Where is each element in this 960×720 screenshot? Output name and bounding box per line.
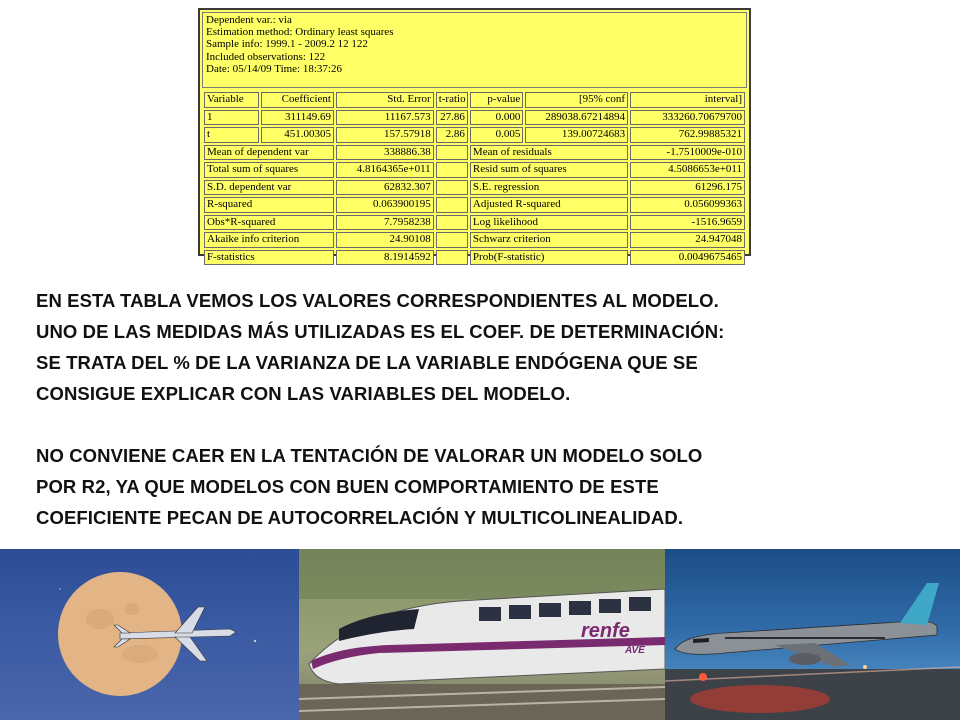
summary-row — [204, 180, 745, 196]
info-line: Estimation method: Ordinary least squares — [206, 26, 394, 39]
stat-value: 24.90108 — [336, 232, 434, 248]
stat-label: Schwarz criterion — [470, 232, 628, 248]
regression-table — [202, 90, 747, 267]
table-cell: 451.00305 — [261, 127, 334, 143]
info-line: Date: 05/14/09 Time: 18:37:26 — [206, 62, 342, 75]
summary-row — [204, 250, 745, 266]
stat-value: 0.056099363 — [630, 197, 745, 213]
empty-cell — [436, 250, 468, 266]
table-cell: 27.86 — [436, 110, 468, 126]
explanation-text — [36, 285, 936, 533]
table-row — [204, 110, 745, 126]
moon-airplane-photo — [0, 549, 299, 720]
stat-value: -1.7510009e-010 — [630, 145, 745, 161]
stat-label: Total sum of squares — [204, 162, 334, 178]
summary-row — [204, 215, 745, 231]
stat-value: 338886.38 — [336, 145, 434, 161]
info-line: Sample info: 1999.1 - 2009.2 12 122 — [206, 38, 368, 51]
stat-label: S.E. regression — [470, 180, 628, 196]
table-header-row — [204, 92, 745, 108]
column-header: Std. Error — [336, 92, 434, 108]
paragraph-gap — [36, 409, 936, 440]
table-cell: 139.00724683 — [525, 127, 628, 143]
airliner-at-dusk-photo — [665, 549, 960, 720]
column-header: interval] — [630, 92, 745, 108]
stat-label: Log likelihood — [470, 215, 628, 231]
text-line: NO CONVIENE CAER EN LA TENTACIÓN DE VALORAR UN MODELO SOLO — [36, 445, 703, 466]
empty-cell — [436, 215, 468, 231]
table-cell: 289038.67214894 — [525, 110, 628, 126]
empty-cell — [436, 162, 468, 178]
text-line: UNO DE LAS MEDIDAS MÁS UTILIZADAS ES EL COEF. DE DETERMINACIÓN: — [36, 321, 725, 342]
empty-cell — [436, 145, 468, 161]
column-header: [95% conf — [525, 92, 628, 108]
stat-value: 62832.307 — [336, 180, 434, 196]
stat-value: 61296.175 — [630, 180, 745, 196]
stat-label: F-statistics — [204, 250, 334, 266]
table-cell: t — [204, 127, 259, 143]
stat-label: Adjusted R-squared — [470, 197, 628, 213]
text-line: POR R2, YA QUE MODELOS CON BUEN COMPORTAMIENTO DE ESTE — [36, 476, 659, 497]
paragraph-r2-warning — [36, 440, 936, 533]
stat-label: Mean of dependent var — [204, 145, 334, 161]
text-line: EN ESTA TABLA VEMOS LOS VALORES CORRESPONDIENTES AL MODELO. — [36, 290, 719, 311]
airliner-silhouette — [675, 583, 939, 667]
stat-value: 8.1914592 — [336, 250, 434, 266]
table-row — [204, 127, 745, 143]
stat-label: Resid sum of squares — [470, 162, 628, 178]
stat-value: -1516.9659 — [630, 215, 745, 231]
column-header: p-value — [470, 92, 523, 108]
stat-value: 4.8164365e+011 — [336, 162, 434, 178]
column-header: Coefficient — [261, 92, 334, 108]
stat-label: Akaike info criterion — [204, 232, 334, 248]
table-cell: 1 — [204, 110, 259, 126]
table-cell: 2.86 — [436, 127, 468, 143]
stat-label: S.D. dependent var — [204, 180, 334, 196]
summary-row — [204, 232, 745, 248]
renfe-logo-text: renfe — [581, 620, 630, 642]
column-header: Variable — [204, 92, 259, 108]
summary-row — [204, 145, 745, 161]
regression-output-panel — [198, 8, 751, 263]
empty-cell — [436, 232, 468, 248]
ave-logo-text: AVE — [625, 645, 645, 656]
text-line: SE TRATA DEL % DE LA VARIANZA DE LA VARIABLE ENDÓGENA QUE SE — [36, 352, 698, 373]
empty-cell — [436, 180, 468, 196]
stat-value: 0.0049675465 — [630, 250, 745, 266]
stat-label: Prob(F-statistic) — [470, 250, 628, 266]
summary-row — [204, 162, 745, 178]
info-line: Included observations: 122 — [206, 50, 326, 63]
info-line: Dependent var.: via — [206, 14, 292, 26]
text-line: COEFICIENTE PECAN DE AUTOCORRELACIÓN Y MULTICOLINEALIDAD. — [36, 507, 684, 528]
renfe-ave-train-photo — [299, 549, 665, 720]
table-cell: 0.000 — [470, 110, 523, 126]
summary-row — [204, 197, 745, 213]
empty-cell — [436, 197, 468, 213]
text-line: CONSIGUE EXPLICAR CON LAS VARIABLES DEL MODELO. — [36, 383, 571, 404]
stat-value: 4.5086653e+011 — [630, 162, 745, 178]
column-header: t-ratio — [436, 92, 468, 108]
table-cell: 762.99885321 — [630, 127, 745, 143]
stat-label: Mean of residuals — [470, 145, 628, 161]
stat-value: 0.063900195 — [336, 197, 434, 213]
stat-label: Obs*R-squared — [204, 215, 334, 231]
table-cell: 311149.69 — [261, 110, 334, 126]
table-cell: 0.005 — [470, 127, 523, 143]
table-cell: 157.57918 — [336, 127, 434, 143]
stat-value: 7.7958238 — [336, 215, 434, 231]
stat-value: 24.947048 — [630, 232, 745, 248]
model-info-box — [202, 12, 747, 88]
stat-label: R-squared — [204, 197, 334, 213]
table-cell: 333260.70679700 — [630, 110, 745, 126]
paragraph-model-values — [36, 285, 936, 409]
table-cell: 11167.573 — [336, 110, 434, 126]
